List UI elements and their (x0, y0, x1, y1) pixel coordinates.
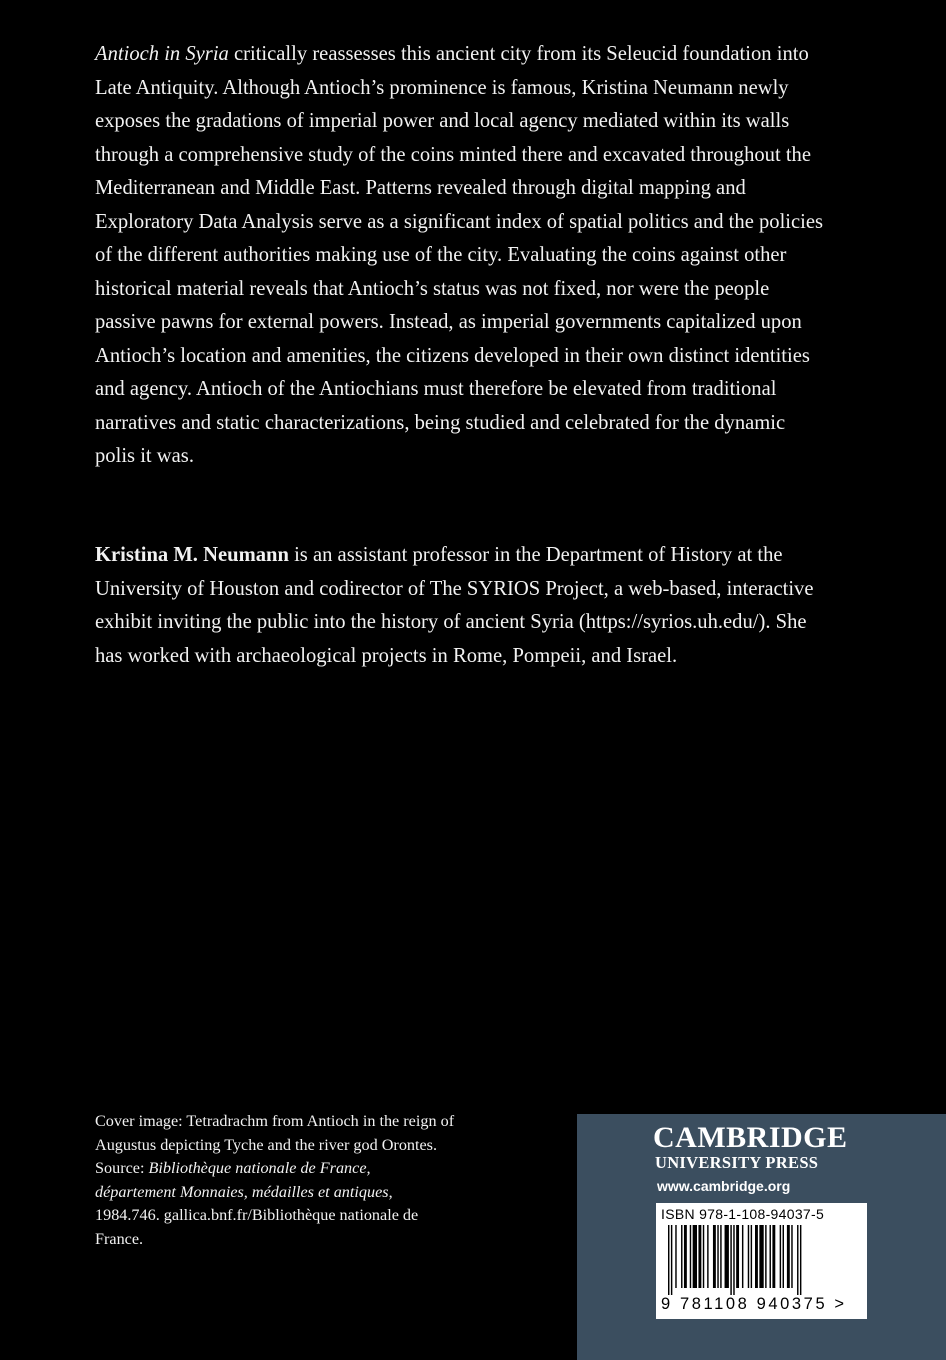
barcode-bar (742, 1225, 743, 1288)
barcode-bar (675, 1225, 676, 1288)
isbn-barcode (656, 1203, 867, 1319)
caption-paragraph (95, 1110, 455, 1251)
bio-text: is an assistant professor in the Department of History at the University of Houston and codirector of The SYRIOS Project, a web-based, interactive exhibit inviting the public into the history of ancient Syria (https://syrios.uh.edu/). She has worked with archaeological projects in Rome, Pompeii, and Israel. (95, 544, 814, 667)
caption-source-italic: Bibliothèque nationale de France, département Monnaies, médailles et antiques (95, 1159, 389, 1201)
barcode-bar (765, 1225, 766, 1288)
barcode-bar (797, 1225, 798, 1295)
publisher-subtitle: UNIVERSITY PRESS (655, 1153, 819, 1172)
book-title-italic: Antioch in Syria (95, 43, 229, 65)
barcode-bar (780, 1225, 781, 1288)
publisher-url: www.cambridge.org (657, 1178, 791, 1194)
cover-image-caption (95, 1110, 455, 1251)
barcode-bar (736, 1225, 739, 1288)
caption-prefix: Cover image: Tetradrachm from Antioch in the reign of Augustus depicting Tyche and the river god Orontes. Source: (95, 1112, 455, 1177)
barcode-bar (681, 1225, 682, 1288)
barcode-bar (684, 1225, 687, 1288)
barcode-bar (725, 1225, 729, 1288)
barcode-bar (791, 1225, 792, 1288)
barcode-bar (690, 1225, 691, 1288)
description-text: critically reassesses this ancient city from its Seleucid foundation into Late Antiquity. Although Antioch’s prominence is famous, Kristina Neumann newly exposes the gradations of imperial power and local agency mediated within its walls through a comprehensive study of the coins minted there and excavated throughout the Mediterranean and Middle East. Patterns revealed through digital mapping and Exploratory Data Analysis serve as a significant index of spatial politics and the policies of the different authorities making use of the city. Evaluating the coins against other historical material reveals that Antioch’s status was not fixed, nor were the people passive pawns for external powers. Instead, as imperial governments capitalized upon Antioch’s location and amenities, the citizens developed in their own distinct identities and agency. Antioch of the Antiochians must therefore be elevated from traditional narratives and static characterizations, being studied and celebrated for the dynamic polis it was. (95, 43, 824, 467)
barcode-bar (703, 1225, 704, 1288)
barcode-bar (755, 1225, 758, 1288)
barcode-bar (800, 1225, 801, 1295)
barcode-bar (668, 1225, 669, 1295)
description-paragraph (95, 38, 825, 474)
publisher-name: CAMBRIDGE (653, 1121, 848, 1154)
barcode-bar (748, 1225, 749, 1288)
barcode-digits: 9 781108 940375 > (661, 1295, 847, 1313)
barcode-bar (751, 1225, 752, 1288)
barcode-bar (720, 1225, 721, 1288)
author-name: Kristina M. Neumann (95, 544, 289, 566)
isbn-label: ISBN 978-1-108-94037-5 (661, 1206, 825, 1222)
barcode-bar (698, 1225, 701, 1288)
book-description (95, 38, 825, 474)
barcode-bar (783, 1225, 784, 1288)
barcode-bar (717, 1225, 718, 1288)
barcode-bar (693, 1225, 697, 1288)
bio-paragraph (95, 539, 825, 673)
barcode-bar (772, 1225, 775, 1288)
barcode-bar (770, 1225, 771, 1288)
barcode-bar (730, 1225, 731, 1295)
barcode-bar (707, 1225, 708, 1288)
barcode-bar (713, 1225, 716, 1288)
barcode-bar (671, 1225, 672, 1295)
author-bio (95, 539, 825, 673)
barcode-bar (759, 1225, 763, 1288)
caption-suffix: , 1984.746. gallica.bnf.fr/Bibliothèque nationale de France. (95, 1182, 419, 1248)
barcode-bar (787, 1225, 790, 1288)
barcode-bar (733, 1225, 734, 1295)
